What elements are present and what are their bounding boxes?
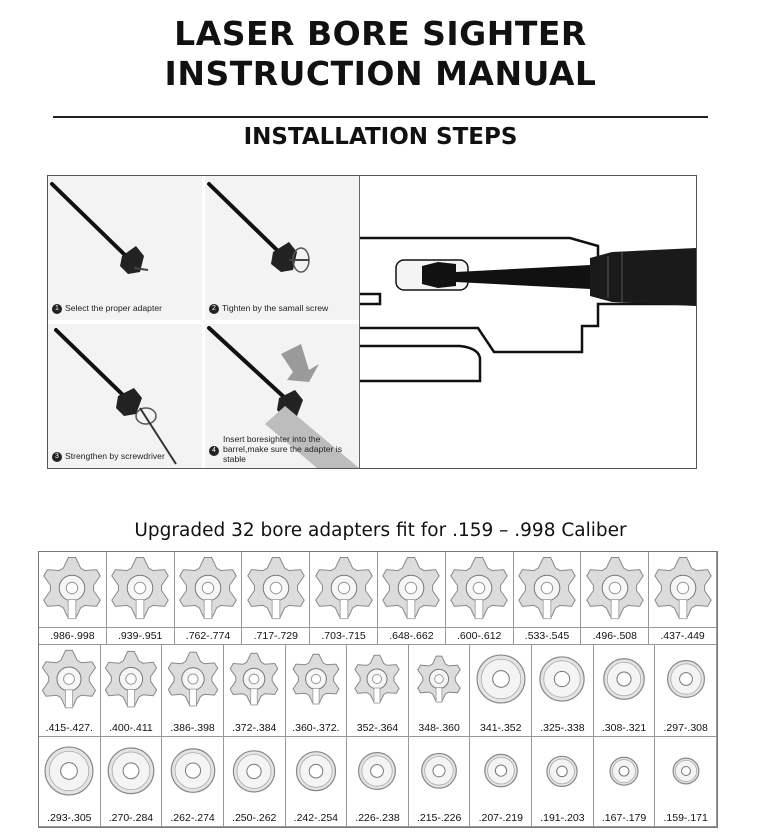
star-adapter-icon — [102, 650, 160, 708]
ring-adapter-icon — [609, 756, 639, 786]
adapter-cell — [594, 737, 656, 827]
adapter-cell — [101, 737, 163, 827]
adapter-cell — [162, 645, 224, 737]
adapter-cell — [224, 737, 286, 827]
star-adapter-icon — [108, 556, 172, 620]
number-badge-icon: 2 — [209, 304, 219, 314]
star-adapter-icon — [447, 556, 511, 620]
step-4-panel — [205, 324, 359, 468]
adapter-cell — [581, 552, 649, 645]
adapter-cell — [409, 645, 471, 737]
manual-title — [0, 14, 761, 94]
adapter-caliber-label: .308-.321 — [601, 722, 647, 734]
step-1-panel — [48, 176, 202, 320]
adapter-cell — [446, 552, 514, 645]
number-badge-icon: 1 — [52, 304, 62, 314]
ring-adapter-icon — [106, 746, 156, 796]
adapter-cell — [175, 552, 243, 645]
adapter-cell — [347, 737, 409, 827]
gun-barrel-illustration — [360, 176, 696, 468]
adapter-caliber-label: .191-.203 — [540, 812, 585, 824]
adapter-caliber-label: 348-.360 — [418, 722, 460, 734]
ring-adapter-icon — [672, 757, 700, 785]
adapter-caliber-label: .360-.372. — [292, 722, 340, 734]
step-1-text: Select the proper adapter — [65, 303, 162, 314]
star-adapter-icon — [583, 556, 647, 620]
adapter-caliber-label: .207-.219 — [478, 812, 523, 824]
adapter-caliber-label: .293-.305 — [47, 812, 92, 824]
adapter-caliber-label: .386-.398 — [170, 722, 215, 734]
adapter-caliber-label: .167-.179 — [601, 812, 647, 824]
title-line-1: LASER BORE SIGHTER — [174, 14, 587, 53]
title-divider — [53, 116, 708, 118]
star-adapter-icon — [290, 653, 342, 705]
star-adapter-icon — [312, 556, 376, 620]
adapter-caliber-label: .437-.449 — [649, 627, 716, 644]
adapter-grid — [38, 551, 718, 828]
step-2-text: Tighten by the samall screw — [222, 303, 329, 314]
adapter-cell — [310, 552, 378, 645]
adapter-caliber-label: .226-.238 — [355, 812, 400, 824]
star-adapter-icon — [415, 655, 463, 703]
adapter-caliber-label: .496-.508 — [581, 627, 648, 644]
adapter-cell — [39, 552, 107, 645]
ring-adapter-icon — [475, 653, 527, 705]
adapters-title: Upgraded 32 bore adapters fit for .159 – .998 Caliber — [134, 520, 627, 541]
star-adapter-icon — [379, 556, 443, 620]
star-adapter-icon — [176, 556, 240, 620]
adapter-cell — [347, 645, 409, 737]
ring-adapter-icon — [420, 752, 458, 790]
installation-steps-panel — [47, 175, 697, 469]
star-adapter-icon — [244, 556, 308, 620]
adapter-cell — [107, 552, 175, 645]
adapter-caliber-label: .533-.545 — [514, 627, 581, 644]
adapter-caliber-label: .372-.384 — [232, 722, 277, 734]
star-adapter-icon — [165, 651, 221, 707]
step-2-caption — [209, 303, 357, 314]
step-2-panel — [205, 176, 359, 320]
adapter-cell — [409, 737, 471, 827]
star-adapter-icon — [40, 556, 104, 620]
step-4-caption — [212, 434, 357, 464]
star-adapter-icon — [651, 556, 715, 620]
adapter-cell — [532, 737, 594, 827]
adapter-cell — [39, 645, 101, 737]
adapter-caliber-label: .939-.951 — [107, 627, 174, 644]
adapter-cell — [594, 645, 656, 737]
ring-adapter-icon — [666, 659, 706, 699]
star-adapter-icon — [227, 652, 281, 706]
adapter-caliber-label: .400-.411 — [109, 722, 153, 734]
adapter-caliber-label: .159-.171 — [663, 812, 708, 824]
adapter-caliber-label: .600-.612 — [446, 627, 513, 644]
ring-adapter-icon — [43, 745, 95, 797]
star-adapter-icon — [39, 649, 99, 709]
adapter-caliber-label: 352-.364 — [356, 722, 399, 734]
adapter-cell — [655, 645, 717, 737]
ring-adapter-icon — [169, 747, 216, 794]
adapter-caliber-label: .297-.308 — [663, 722, 708, 734]
rod-adapter-illustration — [48, 176, 202, 320]
adapter-caliber-label: .717-.729 — [242, 627, 309, 644]
adapter-caliber-label: .648-.662 — [378, 627, 445, 644]
adapter-cell — [470, 645, 532, 737]
step-3-panel — [48, 324, 202, 468]
adapter-cell — [470, 737, 532, 827]
step-3-caption — [52, 451, 200, 462]
ring-adapter-icon — [602, 657, 646, 701]
ring-adapter-icon — [546, 755, 579, 788]
adapter-caliber-label: .215-.226 — [416, 812, 462, 824]
adapter-cell — [655, 737, 717, 827]
step-1-caption — [52, 303, 200, 314]
adapter-cell — [649, 552, 717, 645]
rod-screw-illustration — [205, 176, 359, 320]
adapter-caliber-label: .325-.338 — [540, 722, 585, 734]
adapter-cell — [286, 645, 348, 737]
adapter-cell — [101, 645, 163, 737]
ring-adapter-icon — [538, 655, 586, 703]
adapter-cell — [242, 552, 310, 645]
section-title: INSTALLATION STEPS — [243, 124, 518, 150]
barrel-cross-section — [360, 176, 696, 468]
star-adapter-icon — [352, 654, 402, 704]
adapter-caliber-label: 341-.352 — [480, 722, 522, 734]
ring-adapter-icon — [357, 751, 397, 791]
adapter-caliber-label: .703-.715 — [310, 627, 377, 644]
screwdriver-illustration — [48, 324, 202, 468]
title-line-2: INSTRUCTION MANUAL — [164, 54, 597, 93]
adapter-cell — [286, 737, 348, 827]
step-3-text: Strengthen by screwdriver — [65, 451, 165, 462]
ring-adapter-icon — [232, 749, 277, 794]
adapter-cell — [162, 737, 224, 827]
ring-adapter-icon — [483, 753, 518, 788]
ring-adapter-icon — [295, 750, 337, 792]
adapter-caliber-label: .762-.774 — [175, 627, 242, 644]
step-4-text: Insert boresighter into the barrel,make sure the adapter is stable — [223, 434, 342, 464]
number-badge-icon: 4 — [209, 446, 219, 456]
adapter-caliber-label: .242-.254 — [293, 812, 339, 824]
adapter-cell — [224, 645, 286, 737]
adapter-caliber-label: .986-.998 — [39, 627, 106, 644]
adapter-cell — [514, 552, 582, 645]
star-adapter-icon — [515, 556, 579, 620]
adapter-caliber-label: .415-.427. — [45, 722, 93, 734]
adapter-cell — [532, 645, 594, 737]
adapter-caliber-label: .262-.274 — [170, 812, 215, 824]
adapter-cell — [378, 552, 446, 645]
adapter-caliber-label: .270-.284 — [108, 812, 154, 824]
adapter-cell — [39, 737, 101, 827]
number-badge-icon: 3 — [52, 452, 62, 462]
adapter-caliber-label: .250-.262 — [232, 812, 277, 824]
